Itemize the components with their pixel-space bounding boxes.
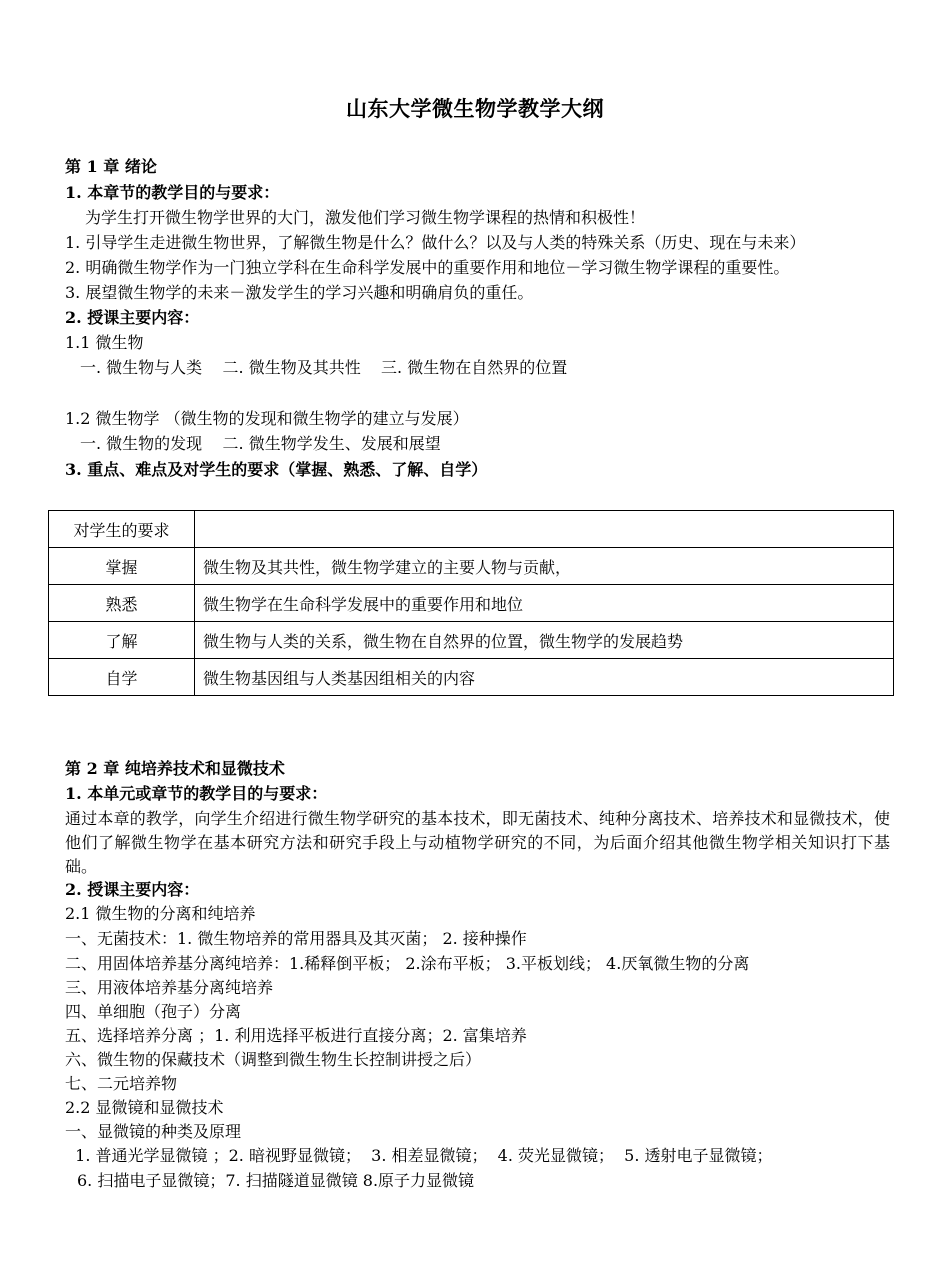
level-cell: 自学 (49, 659, 195, 696)
intro-paragraph: 通过本章的教学，向学生介绍进行微生物学研究的基本技术，即无菌技术、纯种分离技术、培养技术和显微技术，使他们了解微生物学在基本研究方法和研究手段上与动植物学研究的不同，为后面介绍其他微生物学相关知识打下基础。 (65, 809, 890, 876)
content-cell: 微生物及其共性，微生物学建立的主要人物与贡献， (195, 548, 894, 585)
level-cell: 熟悉 (49, 585, 195, 622)
content-line: 六、微生物的保藏技术（调整到微生物生长控制讲授之后） (65, 1050, 482, 1069)
requirements-table (48, 510, 894, 696)
page-title: 山东大学微生物学教学大纲 (346, 96, 604, 121)
content-cell: 微生物基因组与人类基因组相关的内容 (195, 659, 894, 696)
content-line: 6. 扫描电子显微镜；7. 扫描隧道显微镜 8.原子力显微镜 (77, 1171, 475, 1190)
chapter-2-heading: 第 2 章 纯培养技术和显微技术 (65, 759, 285, 778)
subsection-items: 一. 微生物与人类 二. 微生物及其共性 三. 微生物在自然界的位置 (80, 358, 568, 377)
content-line: 四、单细胞（孢子）分离 (65, 1002, 242, 1021)
goal-item: 2. 明确微生物学作为一门独立学科在生命科学发展中的重要作用和地位－学习微生物学课程的重要性。 (65, 258, 790, 277)
section-heading: 2. 授课主要内容： (65, 880, 200, 899)
section-heading: 1. 本单元或章节的教学目的与要求： (65, 784, 328, 803)
table-row (49, 622, 894, 659)
table-row (49, 585, 894, 622)
subsection-heading: 1.1 微生物 (65, 333, 144, 352)
table-header-cell (195, 511, 894, 548)
subsection-heading: 1.2 微生物学 （微生物的发现和微生物学的建立与发展） (65, 409, 469, 428)
table-header-row (49, 511, 894, 548)
section-heading: 2. 授课主要内容： (65, 308, 200, 327)
content-line: 1. 普通光学显微镜 ；2. 暗视野显微镜； 3. 相差显微镜； 4. 荧光显微镜； 5. 透射电子显微镜； (65, 1146, 773, 1165)
content-line: 二、用固体培养基分离纯培养：1.稀释倒平板； 2.涂布平板； 3.平板划线； 4.厌氧微生物的分离 (65, 954, 750, 973)
subsection-items: 一. 微生物的发现 二. 微生物学发生、发展和展望 (80, 434, 441, 453)
content-line: 2.2 显微镜和显微技术 (65, 1098, 224, 1117)
table-row (49, 659, 894, 696)
table-row (49, 548, 894, 585)
content-cell: 微生物学在生命科学发展中的重要作用和地位 (195, 585, 894, 622)
content-cell: 微生物与人类的关系，微生物在自然界的位置，微生物学的发展趋势 (195, 622, 894, 659)
level-cell: 了解 (49, 622, 195, 659)
content-line: 五、选择培养分离 ；1. 利用选择平板进行直接分离；2. 富集培养 (65, 1026, 527, 1045)
intro-text: 为学生打开微生物学世界的大门，激发他们学习微生物学课程的热情和积极性！ (85, 208, 646, 227)
content-line: 七、二元培养物 (65, 1074, 178, 1093)
section-heading: 3. 重点、难点及对学生的要求（掌握、熟悉、了解、自学） (65, 460, 488, 479)
content-line: 一、显微镜的种类及原理 (65, 1122, 242, 1141)
goal-item: 1. 引导学生走进微生物世界，了解微生物是什么？做什么？以及与人类的特殊关系（历史、现在与未来） (65, 233, 806, 252)
section-heading: 1. 本章节的教学目的与要求： (65, 183, 280, 202)
goal-item: 3. 展望微生物学的未来－激发学生的学习兴趣和明确肩负的重任。 (65, 283, 534, 302)
content-line: 2.1 微生物的分离和纯培养 (65, 904, 256, 923)
level-cell: 掌握 (49, 548, 195, 585)
chapter-1-heading: 第 1 章 绪论 (65, 157, 157, 176)
content-line: 三、用液体培养基分离纯培养 (65, 978, 274, 997)
table-header-cell: 对学生的要求 (49, 511, 195, 548)
content-line: 一、无菌技术：1. 微生物培养的常用器具及其灭菌； 2. 接种操作 (65, 929, 527, 948)
